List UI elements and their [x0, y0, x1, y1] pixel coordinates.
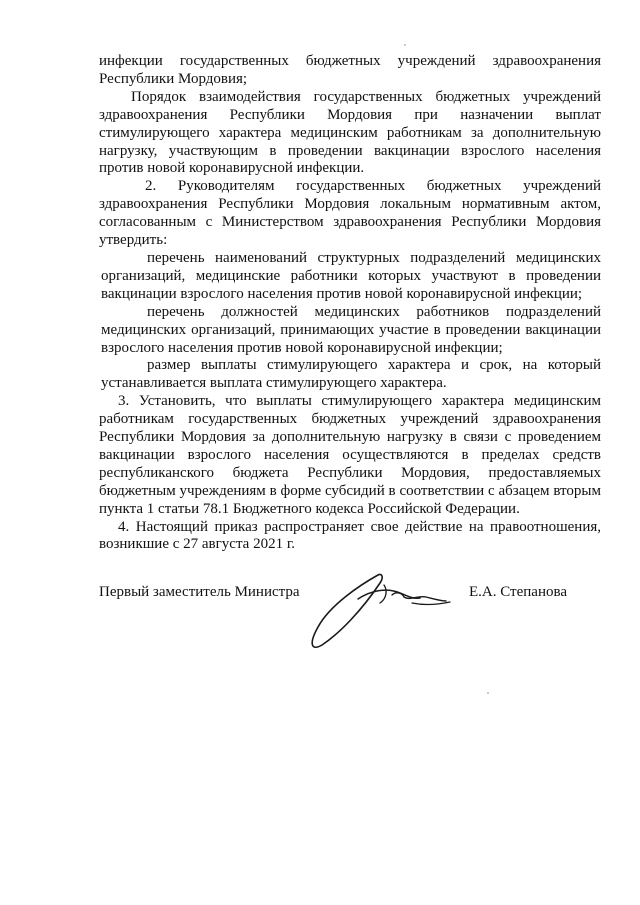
paragraph-list-units: перечень наименований структурных подразделений медицинских организаций, медицинские работники которых участвуют в проведении вакцинации взрослого населения против новой коронавирусной инфекции;	[101, 249, 601, 302]
paragraph-list-payment: размер выплаты стимулирующего характера и срок, на который устанавливается выплата стимулирующего характера.	[101, 357, 601, 392]
document-body	[99, 53, 601, 554]
paragraph-item-4: 4. Настоящий приказ распространяет свое действие на правоотношения, возникшие с 27 августа 2021 г.	[99, 518, 601, 553]
paragraph-item-3: 3. Установить, что выплаты стимулирующего характера медицинским работникам государственных бюджетных учреждений здравоохранения Республики Мордовия за дополнительную нагрузку в связи с проведением вакцинации взрослого населения осуществляются в пределах средств республиканского бюджета Республики Мордовия, предоставляемых бюджетным учреждениям в форме субсидий в соответствии с абзацем вторым пункта 1 статьи 78.1 Бюджетного кодекса Российской Федерации.	[99, 393, 601, 517]
paragraph-list-positions: перечень должностей медицинских работников подразделений медицинских организаций, принимающих участие в проведении вакцинации взрослого населения против новой коронавирусной инфекции;	[101, 303, 601, 356]
scan-speck	[404, 44, 406, 46]
paragraph-item-2: 2. Руководителям государственных бюджетных учреждений здравоохранения Республики Мордовия локальным нормативным актом, согласованным с Министерством здравоохранения Республики Мордовия утвердить:	[99, 178, 601, 249]
scan-speck	[487, 692, 489, 694]
paragraph-procedure: Порядок взаимодействия государственных бюджетных учреждений здравоохранения Республики Мордовия при назначении выплат стимулирующего характера медицинским работникам за дополнительную нагрузку, участвующим в проведении вакцинации взрослого населения против новой коронавирусной инфекции.	[99, 88, 601, 177]
signatory-name: Е.А. Степанова	[469, 584, 568, 600]
signatory-position: Первый заместитель Министра	[99, 584, 300, 600]
handwritten-signature	[300, 565, 460, 655]
paragraph-continuation: инфекции государственных бюджетных учреждений здравоохранения Республики Мордовия;	[99, 53, 601, 87]
